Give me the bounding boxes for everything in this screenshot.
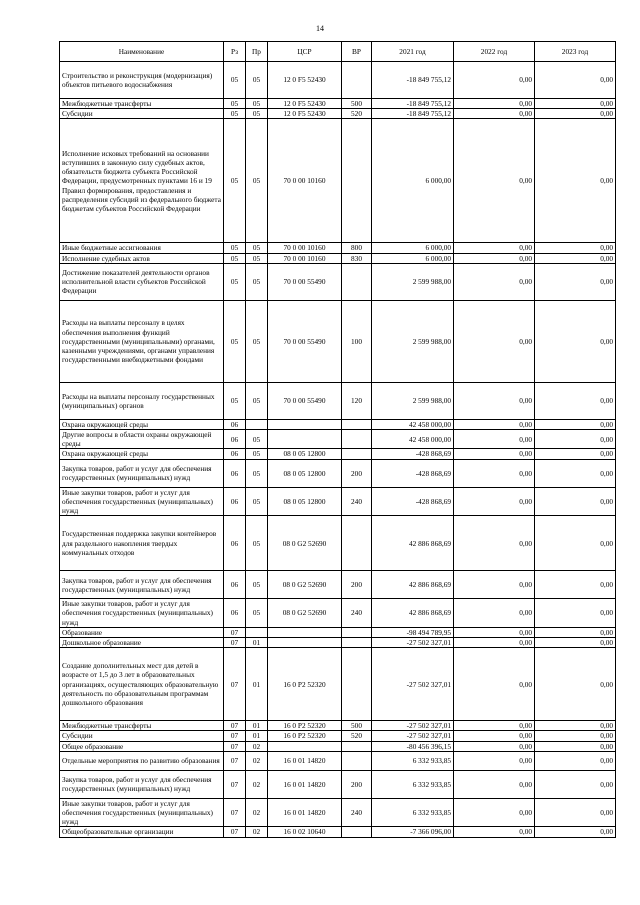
- cell-2023: 0,00: [535, 731, 616, 741]
- cell-csr: [268, 741, 342, 751]
- cell-vr: 100: [342, 300, 372, 382]
- cell-2023: 0,00: [535, 721, 616, 731]
- cell-name: Субсидии: [60, 731, 224, 741]
- cell-2021: 42 458 000,00: [372, 419, 454, 429]
- cell-name: Закупка товаров, работ и услуг для обеспечения государственных (муниципальных) нужд: [60, 459, 224, 487]
- table-row: [60, 109, 616, 119]
- cell-2023: 0,00: [535, 459, 616, 487]
- cell-2022: 0,00: [454, 300, 535, 382]
- cell-vr: 500: [342, 99, 372, 109]
- cell-vr: 240: [342, 599, 372, 628]
- cell-vr: 500: [342, 721, 372, 731]
- cell-2023: 0,00: [535, 449, 616, 459]
- cell-2023: 0,00: [535, 638, 616, 648]
- cell-2022: 0,00: [454, 627, 535, 637]
- cell-2022: 0,00: [454, 571, 535, 599]
- table-row: [60, 419, 616, 429]
- cell-vr: [342, 263, 372, 300]
- cell-pr: 02: [246, 798, 268, 827]
- cell-2022: 0,00: [454, 648, 535, 721]
- cell-name: Отдельные мероприятия по развитию образования: [60, 751, 224, 770]
- cell-rz: 06: [224, 430, 246, 449]
- cell-2023: 0,00: [535, 516, 616, 571]
- cell-name: Строительство и реконструкция (модернизация) объектов питьевого водоснабжения: [60, 62, 224, 99]
- cell-2021: -428 868,69: [372, 459, 454, 487]
- cell-2022: 0,00: [454, 419, 535, 429]
- cell-2022: 0,00: [454, 382, 535, 419]
- cell-2023: 0,00: [535, 798, 616, 827]
- cell-vr: [342, 430, 372, 449]
- cell-2021: -27 502 327,01: [372, 648, 454, 721]
- cell-vr: [342, 449, 372, 459]
- cell-2021: 2 599 988,00: [372, 382, 454, 419]
- cell-pr: 05: [246, 449, 268, 459]
- cell-2021: 6 332 933,85: [372, 770, 454, 798]
- cell-rz: 07: [224, 741, 246, 751]
- cell-rz: 07: [224, 798, 246, 827]
- cell-2023: 0,00: [535, 119, 616, 243]
- header-pr: Пр: [246, 42, 268, 62]
- table-row: [60, 770, 616, 798]
- cell-vr: [342, 419, 372, 429]
- cell-name: Закупка товаров, работ и услуг для обеспечения государственных (муниципальных) нужд: [60, 770, 224, 798]
- cell-rz: 06: [224, 599, 246, 628]
- cell-2022: 0,00: [454, 449, 535, 459]
- cell-name: Охрана окружающей среды: [60, 449, 224, 459]
- cell-vr: [342, 741, 372, 751]
- cell-csr: 16 0 01 14820: [268, 798, 342, 827]
- header-2022: 2022 год: [454, 42, 535, 62]
- cell-pr: 05: [246, 459, 268, 487]
- cell-name: Иные закупки товаров, работ и услуг для обеспечения государственных (муниципальных) нужд: [60, 599, 224, 628]
- header-csr: ЦСР: [268, 42, 342, 62]
- cell-2022: 0,00: [454, 751, 535, 770]
- cell-2021: -428 868,69: [372, 487, 454, 516]
- cell-2023: 0,00: [535, 99, 616, 109]
- cell-2022: 0,00: [454, 99, 535, 109]
- cell-2021: 6 332 933,85: [372, 751, 454, 770]
- table-row: [60, 487, 616, 516]
- cell-csr: 16 0 01 14820: [268, 751, 342, 770]
- cell-rz: 06: [224, 459, 246, 487]
- cell-2022: 0,00: [454, 516, 535, 571]
- cell-name: Общее образование: [60, 741, 224, 751]
- cell-2023: 0,00: [535, 627, 616, 637]
- cell-csr: 16 0 P2 52320: [268, 721, 342, 731]
- cell-name: Межбюджетные трансферты: [60, 99, 224, 109]
- cell-rz: 05: [224, 62, 246, 99]
- cell-pr: 05: [246, 599, 268, 628]
- cell-name: Достижение показателей деятельности органов исполнительной власти субъектов Российской Федерации: [60, 263, 224, 300]
- cell-csr: 70 0 00 10160: [268, 253, 342, 263]
- cell-2021: 2 599 988,00: [372, 300, 454, 382]
- cell-csr: 12 0 F5 52430: [268, 62, 342, 99]
- table-row: [60, 119, 616, 243]
- cell-rz: 06: [224, 516, 246, 571]
- cell-vr: [342, 648, 372, 721]
- cell-csr: 70 0 00 55490: [268, 263, 342, 300]
- cell-2022: 0,00: [454, 827, 535, 837]
- cell-2021: -27 502 327,01: [372, 731, 454, 741]
- cell-2022: 0,00: [454, 487, 535, 516]
- table-row: [60, 300, 616, 382]
- cell-2023: 0,00: [535, 243, 616, 253]
- cell-2022: 0,00: [454, 62, 535, 99]
- cell-name: Расходы на выплаты персоналу государственных (муниципальных) органов: [60, 382, 224, 419]
- cell-2022: 0,00: [454, 638, 535, 648]
- cell-2022: 0,00: [454, 721, 535, 731]
- cell-rz: 07: [224, 770, 246, 798]
- cell-2023: 0,00: [535, 741, 616, 751]
- table-row: [60, 638, 616, 648]
- cell-2022: 0,00: [454, 109, 535, 119]
- cell-name: Исполнение судебных актов: [60, 253, 224, 263]
- table-row: [60, 798, 616, 827]
- cell-2023: 0,00: [535, 430, 616, 449]
- cell-pr: 02: [246, 751, 268, 770]
- cell-2021: 42 886 868,69: [372, 571, 454, 599]
- cell-vr: 830: [342, 253, 372, 263]
- cell-rz: 05: [224, 119, 246, 243]
- cell-2021: -18 849 755,12: [372, 99, 454, 109]
- cell-2021: 42 886 868,69: [372, 516, 454, 571]
- cell-csr: 08 0 G2 52690: [268, 599, 342, 628]
- cell-vr: [342, 516, 372, 571]
- table-row: [60, 741, 616, 751]
- table-row: [60, 751, 616, 770]
- cell-csr: [268, 638, 342, 648]
- cell-name: Иные бюджетные ассигнования: [60, 243, 224, 253]
- cell-pr: 02: [246, 827, 268, 837]
- cell-rz: 06: [224, 449, 246, 459]
- cell-2023: 0,00: [535, 648, 616, 721]
- cell-2021: 42 458 000,00: [372, 430, 454, 449]
- cell-vr: 240: [342, 798, 372, 827]
- cell-pr: 05: [246, 382, 268, 419]
- cell-rz: 05: [224, 253, 246, 263]
- table-header-row: [60, 42, 616, 62]
- cell-vr: 200: [342, 459, 372, 487]
- cell-csr: 16 0 P2 52320: [268, 731, 342, 741]
- cell-csr: 70 0 00 10160: [268, 243, 342, 253]
- cell-name: Закупка товаров, работ и услуг для обеспечения государственных (муниципальных) нужд: [60, 571, 224, 599]
- cell-rz: 05: [224, 243, 246, 253]
- table-row: [60, 430, 616, 449]
- cell-vr: 520: [342, 731, 372, 741]
- cell-2021: -428 868,69: [372, 449, 454, 459]
- cell-csr: 12 0 F5 52430: [268, 109, 342, 119]
- cell-vr: 800: [342, 243, 372, 253]
- cell-rz: 06: [224, 419, 246, 429]
- cell-rz: 06: [224, 571, 246, 599]
- cell-vr: 240: [342, 487, 372, 516]
- table-row: [60, 721, 616, 731]
- cell-vr: [342, 62, 372, 99]
- cell-name: Образование: [60, 627, 224, 637]
- cell-2022: 0,00: [454, 459, 535, 487]
- budget-table: [59, 41, 616, 838]
- cell-pr: 05: [246, 62, 268, 99]
- cell-2022: 0,00: [454, 243, 535, 253]
- table-row: [60, 253, 616, 263]
- cell-2023: 0,00: [535, 253, 616, 263]
- table-row: [60, 243, 616, 253]
- cell-2022: 0,00: [454, 599, 535, 628]
- cell-pr: 05: [246, 253, 268, 263]
- cell-2021: -27 502 327,01: [372, 638, 454, 648]
- table-row: [60, 459, 616, 487]
- cell-csr: 08 0 G2 52690: [268, 516, 342, 571]
- cell-2021: 6 332 933,85: [372, 798, 454, 827]
- cell-rz: 05: [224, 300, 246, 382]
- cell-2022: 0,00: [454, 119, 535, 243]
- cell-2023: 0,00: [535, 382, 616, 419]
- cell-csr: 08 0 05 12800: [268, 449, 342, 459]
- cell-2023: 0,00: [535, 62, 616, 99]
- cell-name: Охрана окружающей среды: [60, 419, 224, 429]
- cell-2021: -18 849 755,12: [372, 109, 454, 119]
- cell-name: Межбюджетные трансферты: [60, 721, 224, 731]
- cell-pr: 05: [246, 487, 268, 516]
- cell-2022: 0,00: [454, 430, 535, 449]
- cell-2023: 0,00: [535, 487, 616, 516]
- cell-name: Иные закупки товаров, работ и услуг для обеспечения государственных (муниципальных) нужд: [60, 798, 224, 827]
- cell-2021: -27 502 327,01: [372, 721, 454, 731]
- cell-2021: -80 456 396,15: [372, 741, 454, 751]
- table-row: [60, 648, 616, 721]
- cell-2023: 0,00: [535, 300, 616, 382]
- cell-2022: 0,00: [454, 798, 535, 827]
- table-row: [60, 62, 616, 99]
- cell-pr: 01: [246, 648, 268, 721]
- cell-rz: 05: [224, 263, 246, 300]
- cell-csr: [268, 419, 342, 429]
- cell-2021: -98 494 789,95: [372, 627, 454, 637]
- cell-csr: 12 0 F5 52430: [268, 99, 342, 109]
- cell-2023: 0,00: [535, 571, 616, 599]
- cell-name: Расходы на выплаты персоналу в целях обеспечения выполнения функций государственными (муниципальными) органами, казенными учреждениями, органами управления государственными внебюджетными фондами: [60, 300, 224, 382]
- cell-2021: 42 886 868,69: [372, 599, 454, 628]
- cell-name: Субсидии: [60, 109, 224, 119]
- cell-pr: 05: [246, 516, 268, 571]
- cell-name: Государственная поддержка закупки контейнеров для раздельного накопления твердых коммунальных отходов: [60, 516, 224, 571]
- cell-csr: [268, 430, 342, 449]
- cell-name: Иные закупки товаров, работ и услуг для обеспечения государственных (муниципальных) нужд: [60, 487, 224, 516]
- cell-csr: 16 0 P2 52320: [268, 648, 342, 721]
- cell-rz: 05: [224, 382, 246, 419]
- cell-name: Исполнение исковых требований на основании вступивших в законную силу судебных актов, обязательств бюджета субъекта Российской Федерации, предусмотренных пунктами 16 и 19 Правил формирования, предоставления и распределения субсидий из федерального бюджета бюджетам субъектов Российской Федерации: [60, 119, 224, 243]
- cell-2023: 0,00: [535, 751, 616, 770]
- cell-pr: 01: [246, 638, 268, 648]
- cell-2022: 0,00: [454, 263, 535, 300]
- cell-2021: 2 599 988,00: [372, 263, 454, 300]
- cell-pr: 05: [246, 119, 268, 243]
- cell-csr: 16 0 02 10640: [268, 827, 342, 837]
- cell-pr: 01: [246, 731, 268, 741]
- cell-2023: 0,00: [535, 827, 616, 837]
- cell-vr: [342, 751, 372, 770]
- cell-csr: 08 0 05 12800: [268, 487, 342, 516]
- cell-name: Общеобразовательные организации: [60, 827, 224, 837]
- header-rz: Рз: [224, 42, 246, 62]
- table-row: [60, 827, 616, 837]
- cell-csr: [268, 627, 342, 637]
- cell-2022: 0,00: [454, 741, 535, 751]
- cell-2021: 6 000,00: [372, 243, 454, 253]
- cell-pr: 05: [246, 571, 268, 599]
- cell-pr: 01: [246, 721, 268, 731]
- cell-vr: [342, 119, 372, 243]
- cell-pr: 05: [246, 300, 268, 382]
- cell-rz: 07: [224, 638, 246, 648]
- cell-csr: 16 0 01 14820: [268, 770, 342, 798]
- cell-csr: 08 0 G2 52690: [268, 571, 342, 599]
- cell-vr: [342, 638, 372, 648]
- cell-vr: 200: [342, 770, 372, 798]
- table-row: [60, 263, 616, 300]
- cell-name: Другие вопросы в области охраны окружающей среды: [60, 430, 224, 449]
- cell-rz: 07: [224, 721, 246, 731]
- cell-pr: [246, 627, 268, 637]
- cell-csr: 08 0 05 12800: [268, 459, 342, 487]
- table-row: [60, 382, 616, 419]
- cell-csr: 70 0 00 55490: [268, 382, 342, 419]
- cell-2023: 0,00: [535, 770, 616, 798]
- cell-name: Создание дополнительных мест для детей в возрасте от 1,5 до 3 лет в образовательных организациях, осуществляющих образовательную деятельность по образовательным программам дошкольного образования: [60, 648, 224, 721]
- table-row: [60, 599, 616, 628]
- cell-rz: 06: [224, 487, 246, 516]
- table-row: [60, 571, 616, 599]
- cell-pr: 05: [246, 430, 268, 449]
- cell-rz: 05: [224, 109, 246, 119]
- cell-vr: [342, 627, 372, 637]
- cell-pr: 02: [246, 741, 268, 751]
- cell-csr: 70 0 00 10160: [268, 119, 342, 243]
- header-name: Наименование: [60, 42, 224, 62]
- header-2023: 2023 год: [535, 42, 616, 62]
- cell-pr: 05: [246, 243, 268, 253]
- cell-pr: 02: [246, 770, 268, 798]
- cell-rz: 07: [224, 627, 246, 637]
- cell-pr: 05: [246, 263, 268, 300]
- cell-2022: 0,00: [454, 253, 535, 263]
- cell-rz: 05: [224, 99, 246, 109]
- cell-2022: 0,00: [454, 731, 535, 741]
- cell-2021: -7 366 096,00: [372, 827, 454, 837]
- cell-2021: 6 000,00: [372, 253, 454, 263]
- header-vr: ВР: [342, 42, 372, 62]
- cell-2023: 0,00: [535, 599, 616, 628]
- table-row: [60, 627, 616, 637]
- cell-vr: [342, 827, 372, 837]
- cell-2021: 6 000,00: [372, 119, 454, 243]
- cell-rz: 07: [224, 827, 246, 837]
- page-number: 14: [316, 24, 324, 33]
- cell-2023: 0,00: [535, 263, 616, 300]
- table-row: [60, 449, 616, 459]
- table-row: [60, 99, 616, 109]
- table-row: [60, 516, 616, 571]
- cell-2023: 0,00: [535, 419, 616, 429]
- cell-2023: 0,00: [535, 109, 616, 119]
- cell-name: Дошкольное образование: [60, 638, 224, 648]
- cell-rz: 07: [224, 731, 246, 741]
- cell-pr: 05: [246, 109, 268, 119]
- table-row: [60, 731, 616, 741]
- cell-vr: 520: [342, 109, 372, 119]
- cell-vr: 120: [342, 382, 372, 419]
- cell-pr: 05: [246, 99, 268, 109]
- cell-vr: 200: [342, 571, 372, 599]
- cell-csr: 70 0 00 55490: [268, 300, 342, 382]
- cell-rz: 07: [224, 648, 246, 721]
- header-2021: 2021 год: [372, 42, 454, 62]
- cell-2022: 0,00: [454, 770, 535, 798]
- cell-2021: -18 849 755,12: [372, 62, 454, 99]
- cell-rz: 07: [224, 751, 246, 770]
- cell-pr: [246, 419, 268, 429]
